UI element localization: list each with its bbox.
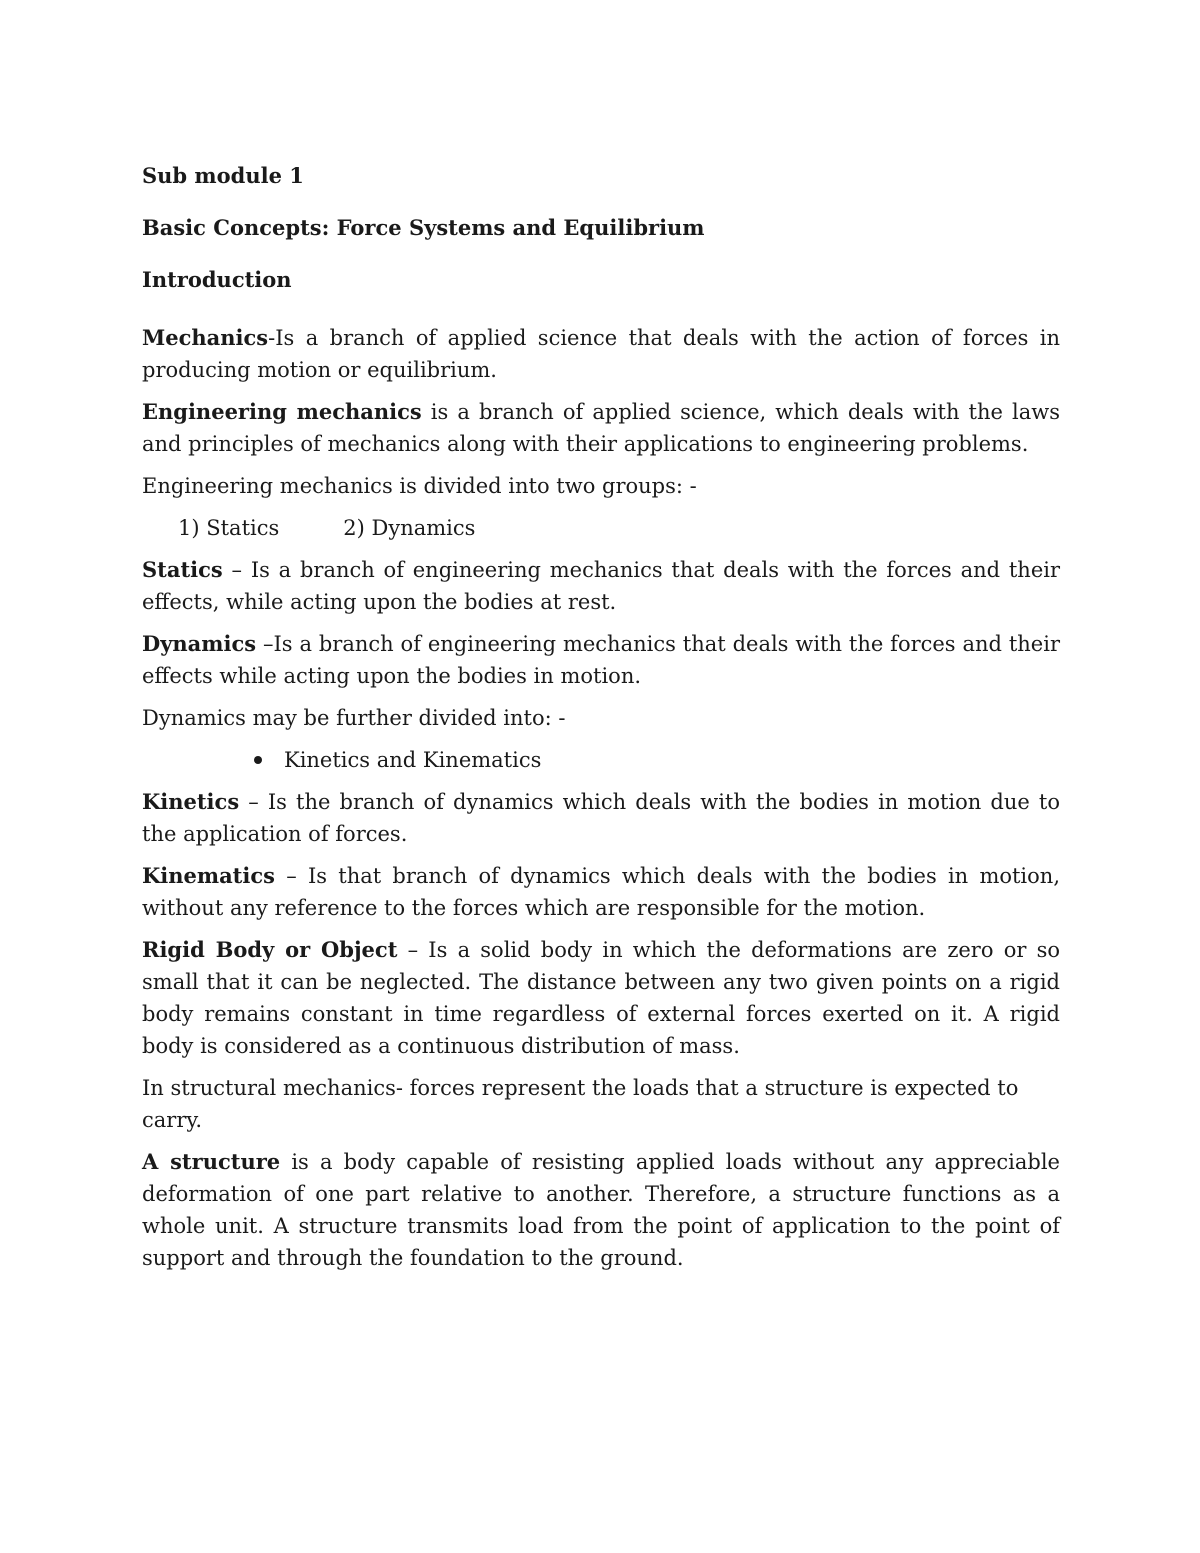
dynamics-divided-intro: Dynamics may be further divided into: -: [142, 706, 566, 730]
structure-text: is a body capable of resisting applied loads without any appreciable deformation of one part relative to another. Therefore, a structure functions as a whole unit. A structure transmits load from the point of application to the point of support and through the foundation to the ground.: [142, 1150, 1060, 1270]
mechanics-term: Mechanics: [142, 325, 269, 350]
rigid-body-text: – Is a solid body in which the deformations are zero or so small that it can be neglected. The distance between any two given points on a rigid body remains constant in time regardless of external forces exerted on it. A rigid body is considered as a continuous distribution of mass.: [142, 938, 1060, 1058]
structure-term: A structure: [142, 1149, 281, 1174]
list-item: [142, 744, 1060, 776]
bullet-icon: [254, 756, 262, 764]
list-item: 1) Statics: [178, 516, 280, 540]
rigid-body-definition: [142, 934, 1060, 1062]
kinetics-text: – Is the branch of dynamics which deals with the bodies in motion due to the application of forces.: [142, 790, 1060, 846]
document-title: Basic Concepts: Force Systems and Equilibrium: [142, 215, 705, 240]
mechanics-definition: [142, 322, 1060, 386]
kinematics-definition: [142, 860, 1060, 924]
groups-intro: Engineering mechanics is divided into two groups: -: [142, 474, 697, 498]
engineering-mechanics-term: Engineering mechanics: [142, 399, 422, 424]
kinematics-term: Kinematics: [142, 863, 275, 888]
dynamics-term: Dynamics: [142, 631, 257, 656]
statics-term: Statics: [142, 557, 223, 582]
section-heading: Introduction: [142, 267, 292, 292]
structure-definition: [142, 1146, 1060, 1274]
mechanics-text: -Is a branch of applied science that deals with the action of forces in producing motion or equilibrium.: [142, 326, 1060, 382]
kinematics-text: – Is that branch of dynamics which deals with the bodies in motion, without any reference to the forces which are responsible for the motion.: [142, 864, 1060, 920]
engineering-mechanics-definition: [142, 396, 1060, 460]
document-page: [142, 160, 1060, 1284]
list-item: 2) Dynamics: [343, 516, 476, 540]
submodule-heading: Sub module 1: [142, 163, 304, 188]
engineering-mechanics-text: is a branch of applied science, which deals with the laws and principles of mechanics along with their applications to engineering problems.: [142, 400, 1061, 456]
statics-text: – Is a branch of engineering mechanics that deals with the forces and their effects, while acting upon the bodies at rest.: [142, 558, 1060, 614]
statics-definition: [142, 554, 1060, 618]
bullet-text: Kinetics and Kinematics: [284, 748, 542, 772]
dynamics-bullet-list: [142, 744, 1060, 776]
dynamics-definition: [142, 628, 1060, 692]
groups-list: [178, 512, 1060, 544]
rigid-body-term: Rigid Body or Object: [142, 937, 398, 962]
kinetics-term: Kinetics: [142, 789, 240, 814]
kinetics-definition: [142, 786, 1060, 850]
structural-mechanics-paragraph: In structural mechanics- forces represent the loads that a structure is expected to carry.: [142, 1076, 1019, 1132]
dynamics-text: –Is a branch of engineering mechanics that deals with the forces and their effects while acting upon the bodies in motion.: [142, 632, 1060, 688]
